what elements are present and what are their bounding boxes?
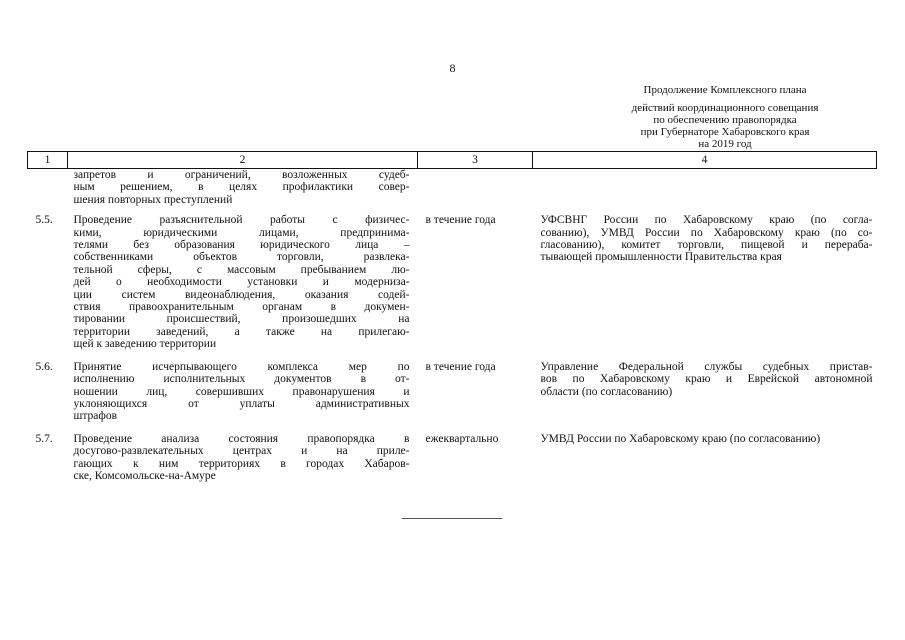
measure-text: запретов и ограничений, возложенных судеб- ным решением, в целях профилактики совер- шения повторных преступлений [73,169,410,206]
header-line-4: при Губернаторе Хабаровского края [640,126,810,138]
responsible-text: УФСВНГ России по Хабаровскому краю (по согла- сованию), УМВД России по Хабаровскому краю (по со- гласованию), комитет торговли, пищевой и перераба- тывающей промышленности Правительства края [540,214,873,264]
table-row [28,214,877,360]
responsible-text: УМВД России по Хабаровскому краю (по согласованию) [540,432,821,445]
table-row [28,361,877,433]
header-line-3: по обеспечению правопорядка [653,114,797,126]
table-header-row [28,152,877,169]
footer-divider [402,518,502,519]
column-header-1: 1 [28,152,68,169]
header-line-5: на 2019 год [698,138,752,150]
term-text: в течение года [425,360,496,373]
term-text: ежеквартально [425,432,499,445]
measure-text: Принятие исчерпывающего комплекса мер по исполнению исполнительных документов в от- ношении лиц, совершивших правонарушения и уклоняющихся от уплаты административных штрафов [73,360,410,423]
term-text: в течение года [425,214,496,227]
plan-table [27,151,877,492]
responsible-text: Управление Федеральной службы судебных пристав- вов по Хабаровскому краю и Еврейской автономной области (по согласованию) [540,360,873,398]
column-header-4: 4 [533,152,877,169]
item-number: 5.5. [35,214,53,227]
measure-text: Проведение анализа состояния правопорядка в досугово-развлекательных центрах и на приле- гающих к ним территориях в городах Хабаров- ске, Комсомольске-на-Амуре [73,432,410,482]
column-header-2: 2 [68,152,418,169]
page-number: 8 [449,61,456,75]
header-line-2: действий координационного совещания [631,102,819,114]
table-row [28,433,877,493]
item-number: 5.6. [35,360,53,373]
table-row-continuation [28,169,877,215]
measure-text: Проведение разъяснительной работы с физичес- кими, юридическими лицами, предпринима- телями без образования юридического лица – собственниками объектов торговли, развлека- тельной сферы, с массовым пребыванием лю- дей о необходимости установки и модерниза- ции систем видеонаблюдения, оказания содей- ствия правоохранительным органам в докумен- тировании происшествий, произошедших на территории заведений, а также на прилегаю- щей к заведению территории [73,214,410,351]
plan-header-note [585,84,865,150]
header-line-1: Продолжение Комплексного плана [643,84,807,96]
column-header-3: 3 [418,152,533,169]
item-number: 5.7. [35,432,53,445]
